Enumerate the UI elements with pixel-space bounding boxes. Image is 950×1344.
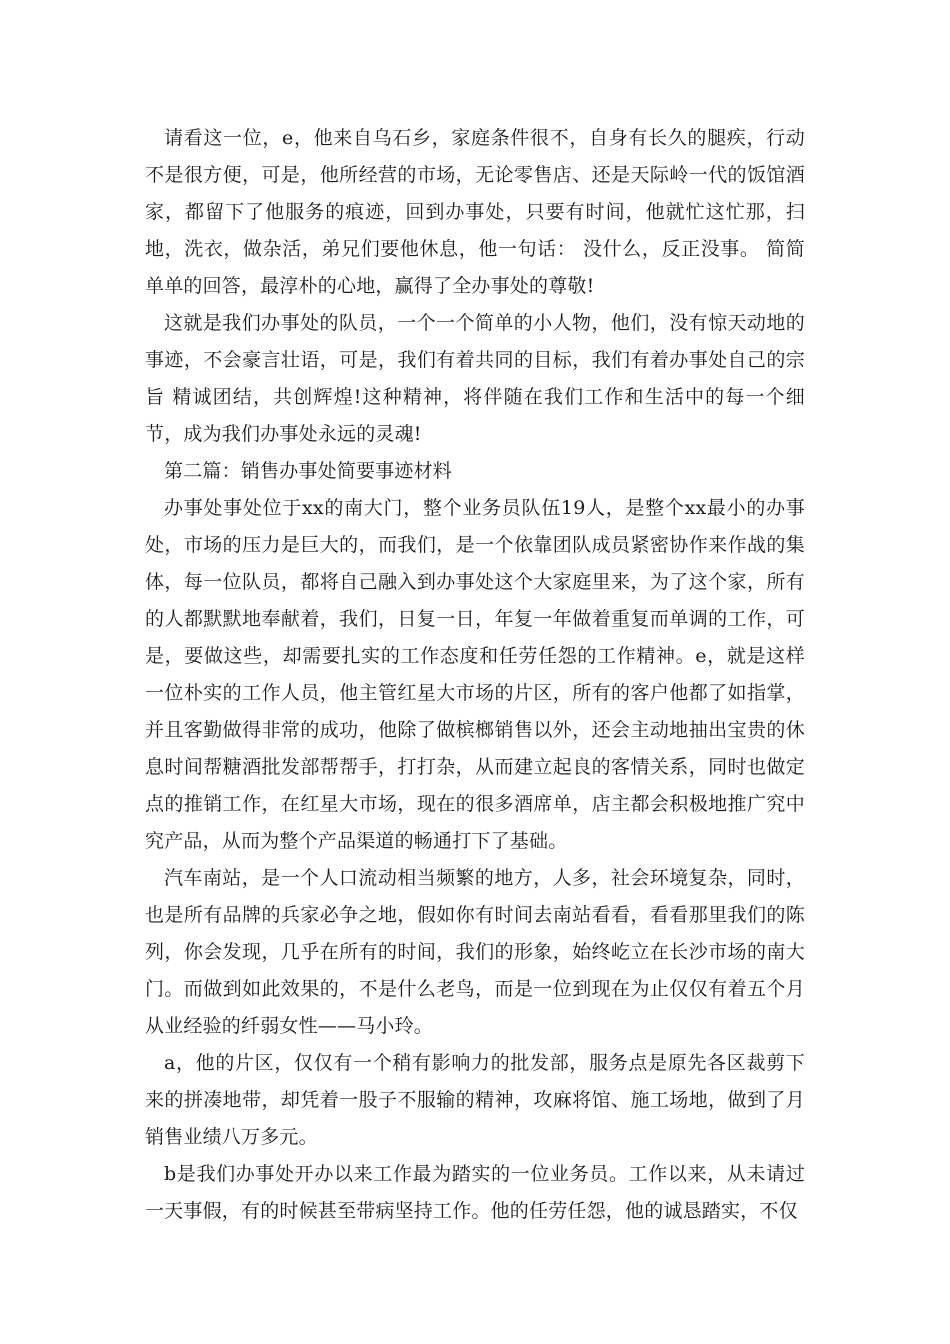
paragraph: a，他的片区，仅仅有一个稍有影响力的批发部，服务点是原先各区裁剪下来的拼凑地带，却凭着一股子不服输的精神，攻麻将馆、施工场地，做到了月销售业绩八万多元。	[145, 1052, 805, 1148]
paragraph: 汽车南站，是一个人口流动相当频繁的地方，人多，社会环境复杂，同时，也是所有品牌的兵家必争之地，假如你有时间去南站看看，看看那里我们的陈列，你会发现，几乎在所有的时间，我们的形象，始终屹立在长沙市场的南大门。而做到如此效果的，不是什么老鸟，而是一位到现在为止仅仅有着五个月从业经验的纤弱女性——马小玲。	[145, 867, 805, 1037]
paragraph: 这就是我们办事处的队员，一个一个简单的小人物，他们，没有惊天动地的事迹，不会豪言壮语，可是，我们有着共同的目标，我们有着办事处自己的宗旨 精诚团结，共创辉煌!这种精神，将伴随在我们工作和生活中的每一个细节，成为我们办事处永远的灵魂!	[145, 312, 805, 445]
paragraph: 办事处事处位于xx的南大门，整个业务员队伍19人，是整个xx最小的办事处，市场的压力是巨大的，而我们，是一个依靠团队成员紧密协作来作战的集体，每一位队员，都将自己融入到办事处这个大家庭里来，为了这个家，所有的人都默默地奉献着，我们，日复一日，年复一年做着重复而单调的工作，可是，要做这些，却需要扎实的工作态度和任劳任怨的工作精神。e，就是这样一位朴实的工作人员，他主管红星大市场的片区，所有的客户他都了如指掌，并且客勤做得非常的成功，他除了做槟榔销售以外，还会主动地抽出宝贵的休息时间帮糖酒批发部帮帮手，打打杂，从而建立起良的客情关系，同时也做定点的推销工作，在红星大市场，现在的很多酒席单，店主都会积极地推广究中究产品，从而为整个产品渠道的畅通打下了基础。	[145, 497, 805, 852]
document-body	[145, 120, 805, 1230]
section-heading: 第二篇：销售办事处简要事迹材料	[164, 460, 453, 482]
paragraph: 请看这一位，e，他来自乌石乡，家庭条件很不，自身有长久的腿疾，行动不是很方便，可是，他所经营的市场，无论零售店、还是天际岭一代的饭馆酒家，都留下了他服务的痕迹，回到办事处，只要有时间，他就忙这忙那，扫地，洗衣，做杂活，弟兄们要他休息，他一句话： 没什么，反正没事。 简简单单的回答，最淳朴的心地，赢得了全办事处的尊敬!	[145, 127, 805, 297]
paragraph: b是我们办事处开办以来工作最为踏实的一位业务员。工作以来，从未请过一天事假，有的时候甚至带病坚持工作。他的任劳任怨，他的诚恳踏实，不仅	[145, 1163, 805, 1222]
